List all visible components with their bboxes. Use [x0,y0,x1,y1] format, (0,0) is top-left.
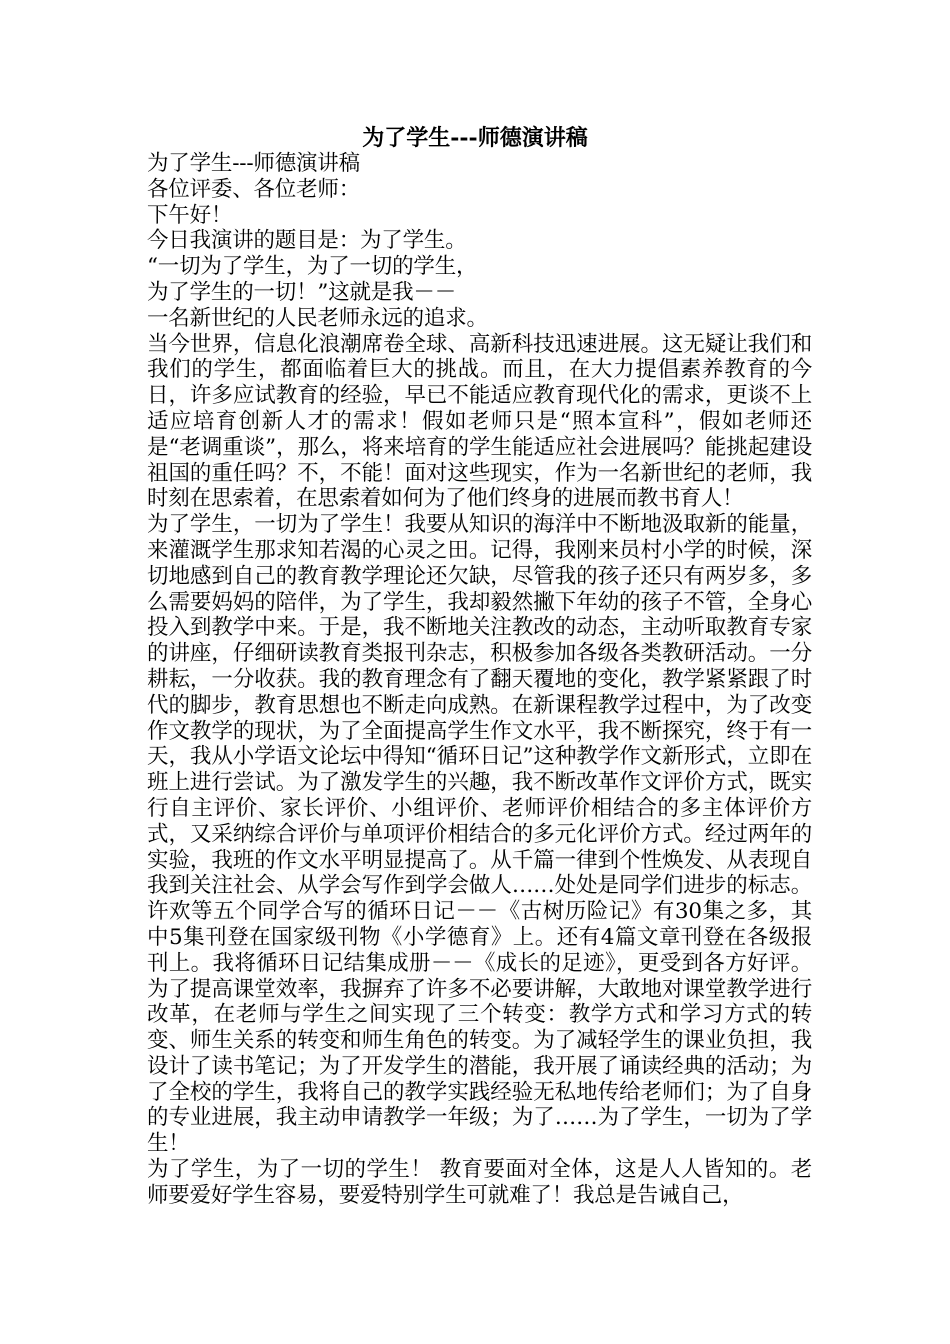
paragraph-body: 为了学生，为了一切的学生！ 教育要面对全体，这是人人皆知的。老师要爱好学生容易，要爱特别学生可就难了！我总是告诫自己， [147,1157,812,1208]
document-body [147,151,812,1209]
paragraph-body: 为了学生，一切为了学生！我要从知识的海洋中不断地汲取新的能量，来灌溉学生那求知若渴的心灵之田。记得，我刚来员村小学的时候，深切地感到自己的教育教学理论还欠缺，尽管我的孩子还只有两岁多，多么需要妈妈的陪伴，为了学生，我却毅然撇下年幼的孩子不管，全身心投入到教学中来。于是，我不断地关注教改的动态，主动听取教育专家的讲座，仔细研读教育类报刊杂志，积极参加各级各类教研活动。一分耕耘，一分收获。我的教育理念有了翻天覆地的变化，教学紧紧跟了时代的脚步，教育思想也不断走向成熟。在新课程教学过程中，为了改变作文教学的现状，为了全面提高学生作文水平，我不断探究，终于有一天，我从小学语文论坛中得知“循环日记”这种教学作文新形式，立即在班上进行尝试。为了激发学生的兴趣，我不断改革作文评价方式，既实行自主评价、家长评价、小组评价、老师评价相结合的多主体评价方式，又采纳综合评价与单项评价相结合的多元化评价方式。经过两年的实验，我班的作文水平明显提高了。从千篇一律到个性焕发、从表现自我到关注社会、从学会写作到学会做人……处处是同学们进步的标志。许欢等五个同学合写的循环日记－－《古树历险记》有30集之多，其中5集刊登在国家级刊物《小学德育》上。还有4篇文章刊登在各级报刊上。我将循环日记结集成册－－《成长的足迹》，更受到各方好评。为了提高课堂效率，我摒弃了许多不必要讲解，大敢地对课堂教学进行改革，在老师与学生之间实现了三个转变：教学方式和学习方式的转变、师生关系的转变和师生角色的转变。为了减轻学生的课业负担，我设计了读书笔记；为了开发学生的潜能，我开展了诵读经典的活动；为了全校的学生，我将自己的教学实践经验无私地传给老师们；为了自身的专业进展，我主动申请教学一年级；为了……为了学生，一切为了学生！ [147,512,812,1157]
paragraph-quote-line-3: 一名新世纪的人民老师永远的追求。 [147,305,488,331]
document-title: 为了学生---师德演讲稿 [362,125,588,151]
paragraph-subtitle: 为了学生---师德演讲稿 [147,151,360,176]
paragraph-quote-line-2: 为了学生的一切！”这就是我－－ [147,279,456,305]
paragraph-quote-line-1: “一切为了学生，为了一切的学生， [147,254,478,280]
paragraph-body: 当今世界，信息化浪潮席卷全球、高新科技迅速进展。这无疑让我们和我们的学生，都面临着巨大的挑战。而且，在大力提倡素养教育的今日，许多应试教育的经验，早已不能适应教育现代化的需求，更谈不上适应培育创新人才的需求！假如老师只是“照本宣科”，假如老师还是“老调重谈”，那么，将来培育的学生能适应社会进展吗？能挑起建设祖国的重任吗？不，不能！面对这些现实，作为一名新世纪的老师，我时刻在思索着，在思索着如何为了他们终身的进展而教书育人！ [147,331,812,512]
paragraph-salutation: 各位评委、各位老师： [147,176,361,202]
paragraph-topic: 今日我演讲的题目是：为了学生。 [147,228,467,254]
paragraph-greeting: 下午好！ [147,202,233,228]
